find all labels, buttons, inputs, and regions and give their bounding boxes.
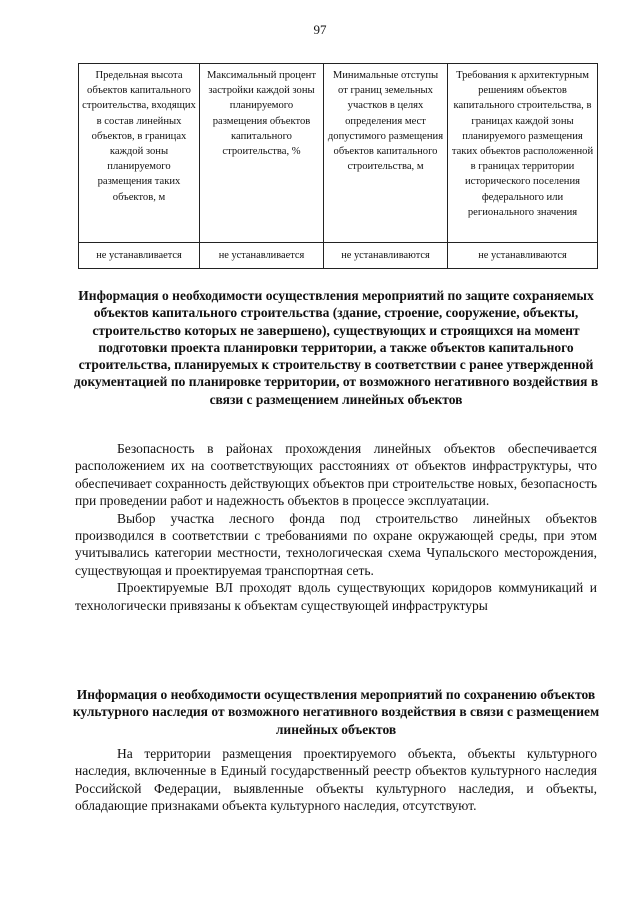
section-body-cultural-heritage	[75, 745, 597, 815]
paragraph: Выбор участка лесного фонда под строительство линейных объектов производился в соответствии с требованиями по охране окружающей среды, при этом учитывались категории местности, технологическая схема Чупальского месторождения, существующая и проектируемая транспортная сеть.	[75, 510, 597, 578]
value-min-setbacks: не устанавливаются	[324, 243, 448, 269]
value-architecture-requirements: не устанавливаются	[448, 243, 598, 269]
table-header-row	[79, 64, 598, 243]
paragraph: На территории размещения проектируемого объекта, объекты культурного наследия, включенные в Единый государственный реестр объектов культурного наследия Российской Федерации, выявленные объекты культурного наследия, и объекты, обладающие признаками объекта культурного наследия, отсутствуют.	[75, 746, 597, 814]
paragraph: Безопасность в районах прохождения линейных объектов обеспечивается расположением их на соответствующих расстояниях от объектов инфраструктуры, что обеспечивает сохранность действующих объектов при строительстве новых, безопасность при проведении работ и надежность объектов в процессе эксплуатации.	[75, 441, 597, 509]
value-max-height: не устанавливается	[79, 243, 200, 269]
header-architecture-requirements: Требования к архитектурным решениям объектов капитального строительства, в границах каждой зоны планируемого размещения таких объектов расположенной в границах территории исторического поселения федерального или регионального значения	[448, 64, 598, 243]
requirements-table	[78, 63, 598, 269]
paragraph: Проектируемые ВЛ проходят вдоль существующих коридоров коммуникаций и технологически привязаны к объектам существующей инфраструктуры	[75, 580, 597, 613]
section-body-protection-measures	[75, 440, 597, 614]
value-max-building-percent: не устанавливается	[200, 243, 324, 269]
page-number: 97	[313, 22, 327, 37]
section-heading-protection-measures: Информация о необходимости осуществления мероприятий по защите сохраняемых объектов капитального строительства (здание, строение, сооружение, объекты, строительство которых не завершено), существующих и строящихся на момент подготовки проекта планировки территории, а также объектов капитального строительства, планируемых к строительству в соответствии с ранее утвержденной документацией по планировке территории, от возможного негативного воздействия в связи с размещением линейных объектов	[73, 288, 599, 407]
header-max-height: Предельная высота объектов капитального строительства, входящих в состав линейных объектов, в границах каждой зоны планируемого размещения таких объектов, м	[79, 64, 200, 243]
section-heading-cultural-heritage: Информация о необходимости осуществления мероприятий по сохранению объектов культурного наследия от возможного негативного воздействия в связи с размещением линейных объектов	[72, 687, 600, 737]
header-min-setbacks: Минимальные отступы от границ земельных участков в целях определения мест допустимого размещения объектов капитального строительства, м	[324, 64, 448, 243]
header-max-building-percent: Максимальный процент застройки каждой зоны планируемого размещения объектов капитального строительства, %	[200, 64, 324, 243]
table-row	[79, 243, 598, 269]
